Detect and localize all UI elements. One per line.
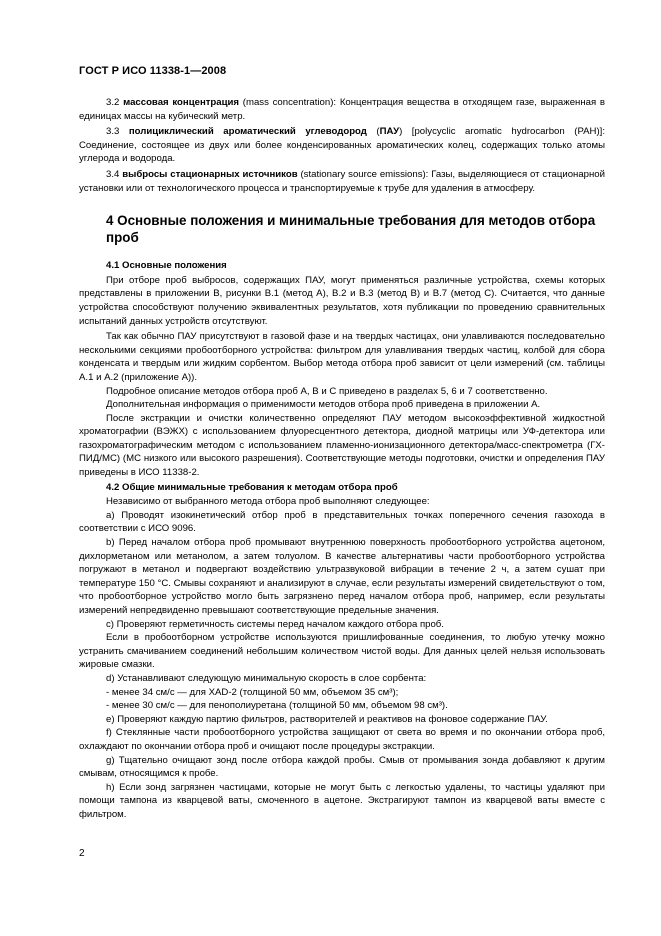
definition-number: 3.2 [106,97,120,108]
paragraph: Подробное описание методов отбора проб А, В и С приведено в разделах 5, 6 и 7 соответственно. [106,385,548,397]
standard-header: ГОСТ Р ИСО 11338-1—2008 [79,65,227,77]
paragraph: Дополнительная информация о применимости методов отбора проб приведена в приложении А. [106,399,541,411]
definition-term: массовая концентрация [123,97,240,108]
section-4-1-heading: 4.1 Основные положения [106,260,227,272]
list-item-a: а) Проводят изокинетический отбор проб в представительных точках поперечного сечения газохода в соответствии с ИСО 9096. [79,509,605,535]
definition-number: 3.3 [106,126,120,138]
definition-term-separator: ( [366,126,380,138]
list-item-b: b) Перед началом отбора проб промывают внутреннюю поверхность пробоотборного устройства ацетоном, дихлорметаном или метанолом, а затем толуолом. В качестве альтернативы части пробоотборного устройства погружают в метанол и подвергают воздействию ультразвуковой вибрации в течение 2 ч, а затем сушат при температуре 150 °С. Смывы сохраняют и анализируют в случае, если результаты измерений свидетельствуют о том, что пробоотборное устройство могло быть загрязнено перед началом отбора проб, например, если результаты измерений непредвиденно превышают соответствующие предельные значения. [79,537,605,616]
paragraph: После экстракции и очистки количественно определяют ПАУ методом высокоэффективной жидкостной хроматографии (ВЭЖХ) с использованием флуоресцентного детектора, диодной матрицы или УФ-детектора или газохроматографическим методом с использованием пламенно-ионизационного детектора/масс-спектрометра (ГХ-ПИД/МС) (МС низкого или высокого разрешения). Соответствующие методы подготовки, очистки и определения ПАУ приведены в ИСО 11338-2. [79,412,605,479]
paragraph: Независимо от выбранного метода отбора проб выполняют следующее: [106,496,430,508]
section-4-2-heading: 4.2 Общие минимальные требования к методам отбора проб [106,481,398,493]
paragraph: При отборе проб выбросов, содержащих ПАУ, могут применяться различные устройства, схемы которых представлены в приложении В, рисунки В.1 (метод А), В.2 и В.3 (метод В) и В.7 (метод С). Считается, что данные устройства способствуют получению эквивалентных результатов, хотя публикации по проведению сравнительных испытаний данных устройств отсутствуют. [79,274,605,327]
definition-term: выбросы стационарных источников [122,168,298,180]
list-subitem: - менее 30 см/с — для пенополиуретана (толщиной 50 мм, объемом 98 см³). [106,700,448,712]
paragraph: Если в пробоотборном устройстве используются пришлифованные соединения, то любую утечку можно устранить смачиванием соединений небольшим количеством чистой воды. Для данных целей нельзя использовать жировые смазки. [79,632,605,671]
definition-3-3 [79,125,605,166]
definition-text: (mass concentration): Концентрация вещества в отходящем газе, выраженная в единицах массы на кубический метр. [79,97,605,122]
definition-text: (stationary source emissions): Газы, выделяющиеся от стационарной установки или от технологического процесса и транспортируемые к трубе для удаления в атмосферу. [79,168,605,194]
list-item-g: g) Тщательно очищают зонд после отбора каждой пробы. Смыв от промывания зонда добавляют к другим смывам, относящимся к пробе. [79,754,605,780]
definition-text: ) [polycyclic aromatic hydrocarbon (PAH)]: Соединение, состоящее из двух или более конденсированных ароматических колец, содержащих только атомы углерода и водорода. [79,126,605,165]
paragraph: Так как обычно ПАУ присутствуют в газовой фазе и на твердых частицах, они улавливаются последовательно несколькими секциями пробоотборного устройства: фильтром для улавливания твердых частиц, колбой для сбора конденсата и твердым или жидким сорбентом. Выбор метода отбора проб зависит от цели измерений (см. таблицы А.1 и А.2 (приложение А)). [79,331,605,383]
list-item-e: е) Проверяют каждую партию фильтров, растворителей и реактивов на фоновое содержание ПАУ. [106,713,548,725]
definition-3-4 [79,168,605,195]
section-4-heading: 4 Основные положения и минимальные требования для методов отбора проб [106,213,596,246]
page-content [79,96,605,822]
definition-term-abbreviation: ПАУ [379,126,400,138]
list-item-d: d) Устанавливают следующую минимальную скорость в слое сорбента: [106,672,427,684]
list-item-h: h) Если зонд загрязнен частицами, которые не могут быть с легкостью удалены, то частицы удаляют при помощи тампона из кварцевой ваты, смоченного в ацетоне. Экстрагируют тампон из кварцевой ваты вместе с фильтром. [79,781,605,820]
list-subitem: - менее 34 см/с — для XAD-2 (толщиной 50 мм, объемом 35 см³); [106,686,399,698]
list-item-f: f) Стеклянные части пробоотборного устройства защищают от света во время и по окончании отбора проб, охлаждают по окончании отбора проб и очищают после процедуры экстракции. [79,727,605,752]
definition-number: 3.4 [106,168,120,180]
definition-3-2 [79,96,605,123]
page-number: 2 [79,848,85,859]
definition-term: полициклический ароматический углеводород [128,126,367,138]
list-item-c: с) Проверяют герметичность системы перед началом каждого отбора проб. [106,618,444,630]
